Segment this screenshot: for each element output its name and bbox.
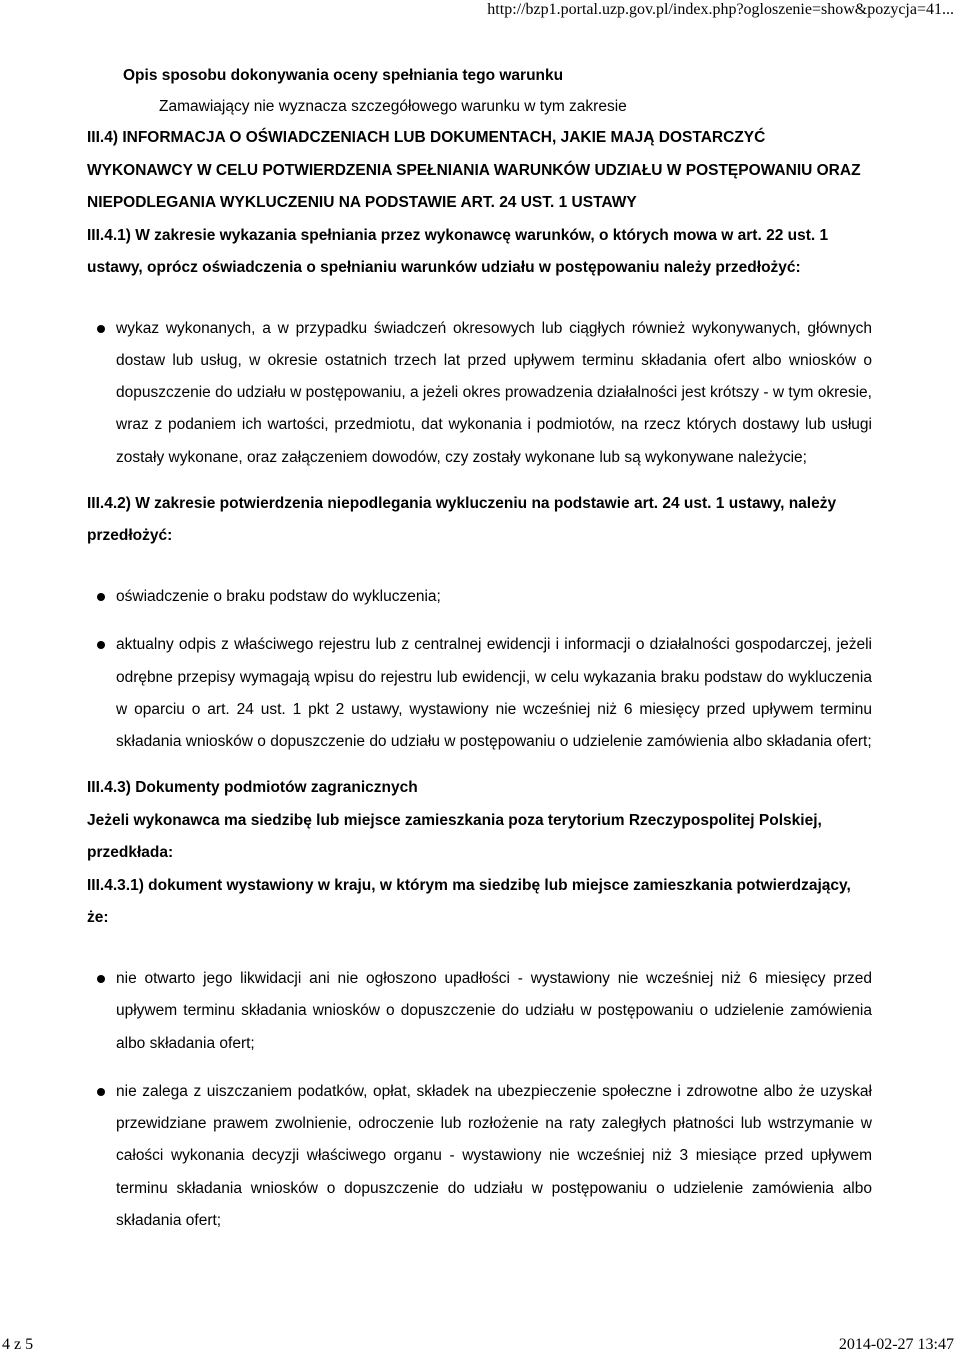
document-content (87, 60, 872, 1237)
page-number: 4 z 5 (2, 1336, 34, 1353)
list-item: nie zalega z uiszczaniem podatków, opłat, składek na ubezpieczenie społeczne i zdrowotne albo że uzyskał przewidziane prawem zwolnienie, odroczenie lub rozłożenie na raty zaległych płatności lub wstrzymanie w całości wykonania decyzji właściwego organu - wystawiony nie wcześniej niż 3 miesiące przed upływem terminu składania wniosków o dopuszczenie do udziału w postępowaniu o udzielenie zamówienia albo składania ofert; (87, 1076, 872, 1237)
subheading-iii43: Jeżeli wykonawca ma siedzibę lub miejsce zamieszkania poza terytorium Rzeczypospolitej Polskiej, przedkłada: (87, 811, 822, 862)
heading-opis: Opis sposobu dokonywania oceny spełniania tego warunku (123, 67, 564, 84)
heading-iii4: III.4) INFORMACJA O OŚWIADCZENIACH LUB DOKUMENTACH, JAKIE MAJĄ DOSTARCZYĆ WYKONAWCY W CELU POTWIERDZENIA SPEŁNIANIA WARUNKÓW UDZIAŁU W POSTĘPOWANIU ORAZ NIEPODLEGANIA WYKLUCZENIU NA PODSTAWIE ART. 24 UST. 1 USTAWY (87, 129, 861, 211)
list-iii42 (87, 581, 872, 758)
text-zamawiajacy: Zamawiający nie wyznacza szczegółowego warunku w tym zakresie (159, 98, 627, 115)
heading-iii42: III.4.2) W zakresie potwierdzenia niepodlegania wykluczeniu na podstawie art. 24 ust. 1 ustawy, należy przedłożyć: (87, 494, 837, 545)
heading-iii41: III.4.1) W zakresie wykazania spełniania przez wykonawcę warunków, o których mowa w art. 22 ust. 1 ustawy, oprócz oświadczenia o spełnianiu warunków udziału w postępowaniu należy przedłożyć: (87, 226, 829, 276)
list-item: nie otwarto jego likwidacji ani nie ogłoszono upadłości - wystawiony nie wcześniej niż 6 miesięcy przed upływem terminu składania wniosków o dopuszczenie do udziału w postępowaniu o udzielenie zamówienia albo składania ofert; (87, 963, 872, 1060)
heading-iii431: III.4.3.1) dokument wystawiony w kraju, w którym ma siedzibę lub miejsce zamieszkania potwierdzający, że: (87, 876, 851, 927)
heading-iii43: III.4.3) Dokumenty podmiotów zagranicznych (87, 779, 418, 797)
page-url: http://bzp1.portal.uzp.gov.pl/index.php?ogloszenie=show&pozycja=41... (487, 1, 954, 18)
print-datetime: 2014-02-27 13:47 (838, 1336, 954, 1353)
list-item: oświadczenie o braku podstaw do wykluczenia; (87, 581, 872, 613)
list-item: aktualny odpis z właściwego rejestru lub z centralnej ewidencji i informacji o działalności gospodarczej, jeżeli odrębne przepisy wymagają wpisu do rejestru lub ewidencji, w celu wykazania braku podstaw do wykluczenia w oparciu o art. 24 ust. 1 pkt 2 ustawy, wystawiony nie wcześniej niż 6 miesięcy przed upływem terminu składania wniosków o dopuszczenie do udziału w postępowaniu o udzielenie zamówienia albo składania ofert; (87, 629, 872, 758)
list-item: wykaz wykonanych, a w przypadku świadczeń okresowych lub ciągłych również wykonywanych, głównych dostaw lub usług, w okresie ostatnich trzech lat przed upływem terminu składania ofert albo wniosków o dopuszczenie do udziału w postępowaniu, a jeżeli okres prowadzenia działalności jest krótszy - w tym okresie, wraz z podaniem ich wartości, przedmiotu, dat wykonania i podmiotów, na rzecz których dostawy lub usługi zostały wykonane, oraz załączeniem dowodów, czy zostały wykonane lub są wykonywane należycie; (87, 313, 872, 474)
list-iii431 (87, 963, 872, 1237)
list-iii41 (87, 313, 872, 474)
